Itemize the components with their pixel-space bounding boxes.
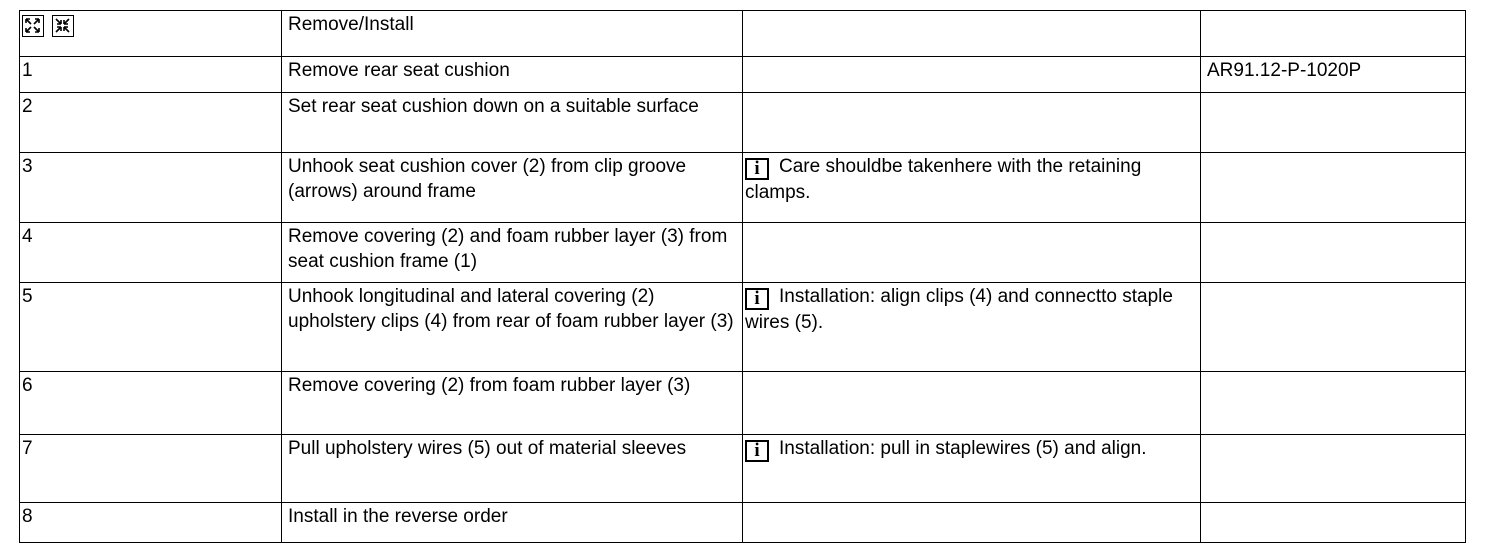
info-icon[interactable]: i	[745, 158, 769, 180]
step-note-text: Installation: align clips (4) and connectto staple wires (5).	[745, 286, 1173, 333]
step-description: Install in the reverse order	[282, 503, 743, 543]
step-number: 3	[20, 153, 282, 223]
header-ref	[1201, 11, 1466, 57]
step-note	[743, 372, 1201, 435]
info-icon[interactable]: i	[745, 440, 769, 462]
step-description: Pull upholstery wires (5) out of material sleeves	[282, 435, 743, 503]
step-reference	[1201, 503, 1466, 543]
step-note	[743, 153, 1201, 223]
step-number: 2	[20, 93, 282, 153]
step-description: Unhook longitudinal and lateral covering (2) upholstery clips (4) from rear of foam rubber layer (3)	[282, 283, 743, 372]
step-row-1	[20, 57, 1466, 93]
info-icon[interactable]: i	[745, 288, 769, 310]
step-description: Remove covering (2) and foam rubber layer (3) from seat cushion frame (1)	[282, 223, 743, 283]
step-description: Remove covering (2) from foam rubber layer (3)	[282, 372, 743, 435]
header-note	[743, 11, 1201, 57]
step-description: Unhook seat cushion cover (2) from clip groove (arrows) around frame	[282, 153, 743, 223]
step-row-6	[20, 372, 1466, 435]
step-reference	[1201, 435, 1466, 503]
step-reference	[1201, 93, 1466, 153]
expand-icon[interactable]	[22, 15, 44, 37]
step-note-text: Installation: pull in staplewires (5) and align.	[779, 438, 1147, 459]
collapse-icon[interactable]	[52, 15, 74, 37]
step-description: Remove rear seat cushion	[282, 57, 743, 93]
step-row-7	[20, 435, 1466, 503]
step-row-4	[20, 223, 1466, 283]
header-row	[20, 11, 1466, 57]
step-number: 8	[20, 503, 282, 543]
step-row-3	[20, 153, 1466, 223]
step-row-8	[20, 503, 1466, 543]
header-icons-cell	[20, 11, 282, 57]
step-number: 5	[20, 283, 282, 372]
step-note	[743, 93, 1201, 153]
step-note	[743, 435, 1201, 503]
step-reference	[1201, 372, 1466, 435]
step-note	[743, 223, 1201, 283]
header-title: Remove/Install	[282, 11, 743, 57]
step-number: 1	[20, 57, 282, 93]
step-reference	[1201, 283, 1466, 372]
step-number: 7	[20, 435, 282, 503]
step-number: 4	[20, 223, 282, 283]
step-row-5	[20, 283, 1466, 372]
step-reference-link[interactable]: AR91.12-P-1020P	[1201, 57, 1466, 93]
step-row-2	[20, 93, 1466, 153]
step-reference	[1201, 223, 1466, 283]
step-description: Set rear seat cushion down on a suitable surface	[282, 93, 743, 153]
procedure-table	[19, 10, 1466, 543]
step-note	[743, 283, 1201, 372]
step-note	[743, 503, 1201, 543]
step-reference	[1201, 153, 1466, 223]
step-note	[743, 57, 1201, 93]
step-number: 6	[20, 372, 282, 435]
step-note-text: Care shouldbe takenhere with the retaining clamps.	[745, 156, 1142, 203]
